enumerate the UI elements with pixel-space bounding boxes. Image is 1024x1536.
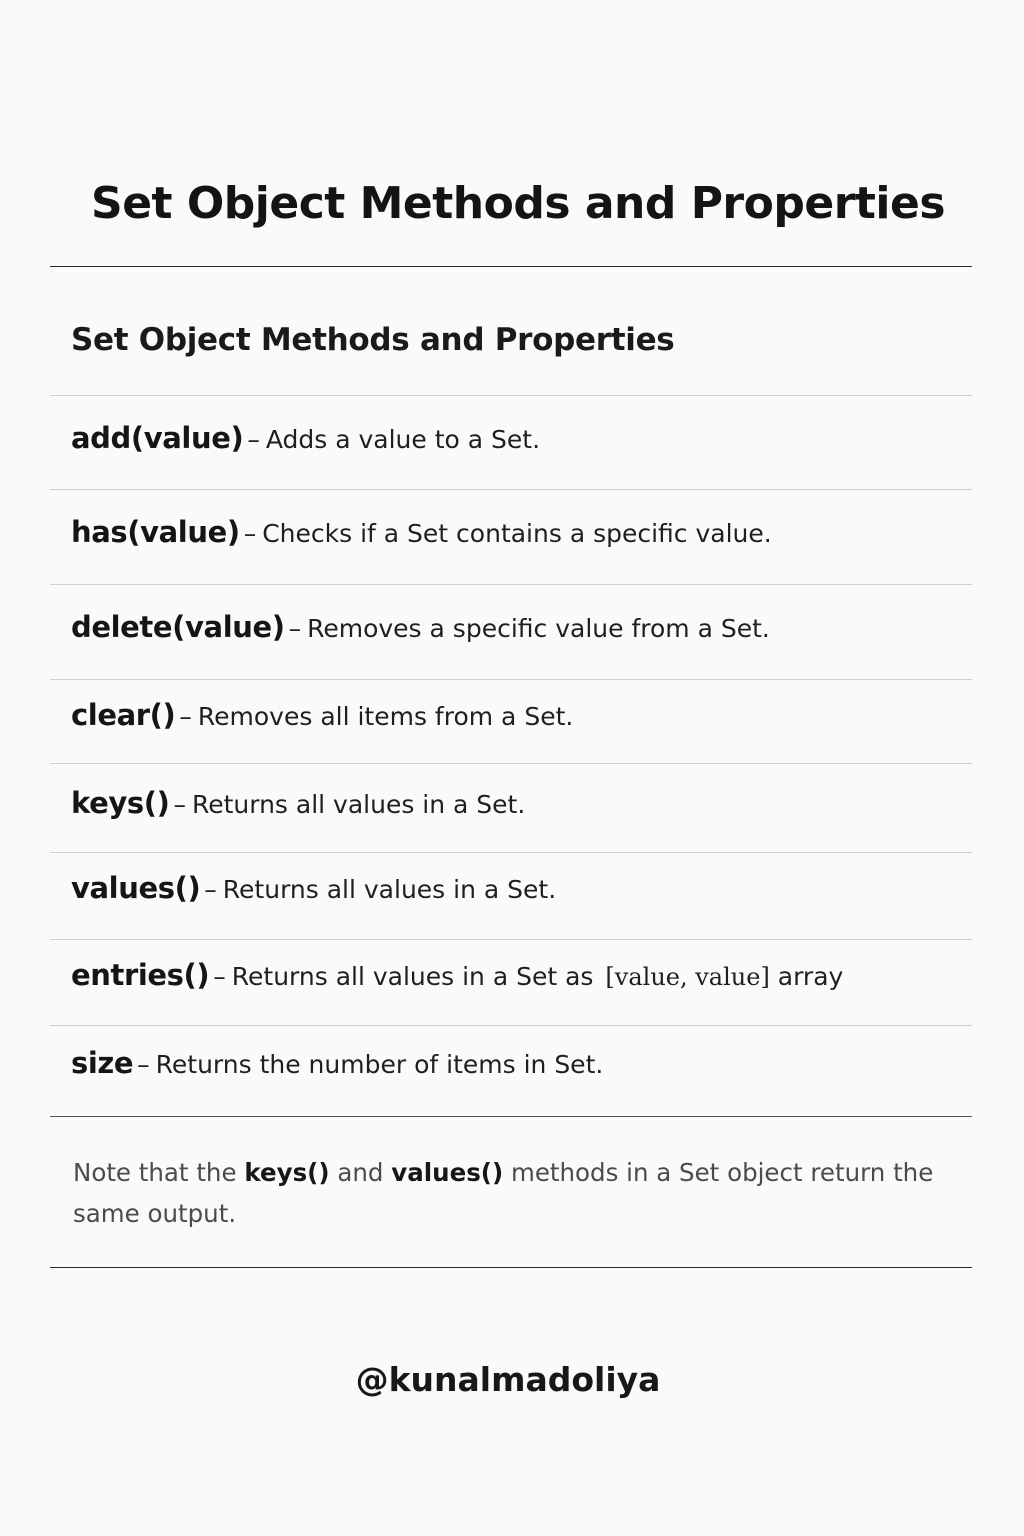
method-row-entries <box>71 958 971 992</box>
title-divider <box>50 266 972 267</box>
method-description: Checks if a Set contains a specific value. <box>262 519 772 548</box>
method-name: values() <box>71 871 201 905</box>
method-name: entries() <box>71 958 210 992</box>
note-keyword-keys: keys() <box>244 1158 330 1187</box>
separator: – <box>243 519 257 548</box>
note-paragraph <box>73 1152 953 1234</box>
author-handle: @kunalmadoliya <box>355 1360 661 1399</box>
row-divider <box>50 489 972 490</box>
separator: – <box>247 425 260 454</box>
method-name: size <box>71 1046 134 1080</box>
separator: – <box>173 790 186 819</box>
row-divider <box>50 852 972 853</box>
code-snippet: [value, value] <box>605 963 770 991</box>
row-divider <box>50 679 972 680</box>
method-row-add <box>71 421 971 455</box>
method-description: Adds a value to a Set. <box>265 425 541 454</box>
note-prefix: Note that the <box>73 1158 237 1187</box>
method-description: Returns all values in a Set. <box>191 790 526 819</box>
method-row-clear <box>71 698 971 732</box>
separator: – <box>213 962 226 991</box>
note-suffix: methods in a Set object return the same output. <box>73 1158 934 1228</box>
separator: – <box>204 875 217 904</box>
note-middle: and <box>337 1158 384 1187</box>
method-description: Returns all values in a Set as <box>231 962 594 991</box>
separator: – <box>137 1050 150 1079</box>
separator: – <box>179 702 192 731</box>
page-title: Set Object Methods and Properties <box>91 178 946 229</box>
row-divider <box>50 395 972 396</box>
note-divider <box>50 1267 972 1268</box>
list-end-divider <box>50 1116 972 1117</box>
method-name: add(value) <box>71 421 244 455</box>
method-name: delete(value) <box>71 610 285 644</box>
method-row-keys <box>71 786 971 820</box>
method-row-size <box>71 1046 971 1080</box>
method-row-values <box>71 871 971 905</box>
method-description: Removes all items from a Set. <box>197 702 574 731</box>
separator: – <box>288 614 302 643</box>
method-name: keys() <box>71 786 170 820</box>
row-divider <box>50 1025 972 1026</box>
method-description: Removes a specific value from a Set. <box>307 614 770 643</box>
method-description: Returns the number of items in Set. <box>155 1050 604 1079</box>
row-divider <box>50 763 972 764</box>
row-divider <box>50 584 972 585</box>
method-name: has(value) <box>71 515 240 549</box>
method-row-delete <box>71 610 971 644</box>
method-row-has <box>71 515 971 549</box>
method-description: Returns all values in a Set. <box>222 875 557 904</box>
method-name: clear() <box>71 698 176 732</box>
method-description-suffix: array <box>777 962 844 991</box>
row-divider <box>50 939 972 940</box>
section-title: Set Object Methods and Properties <box>71 322 675 358</box>
note-keyword-values: values() <box>391 1158 504 1187</box>
